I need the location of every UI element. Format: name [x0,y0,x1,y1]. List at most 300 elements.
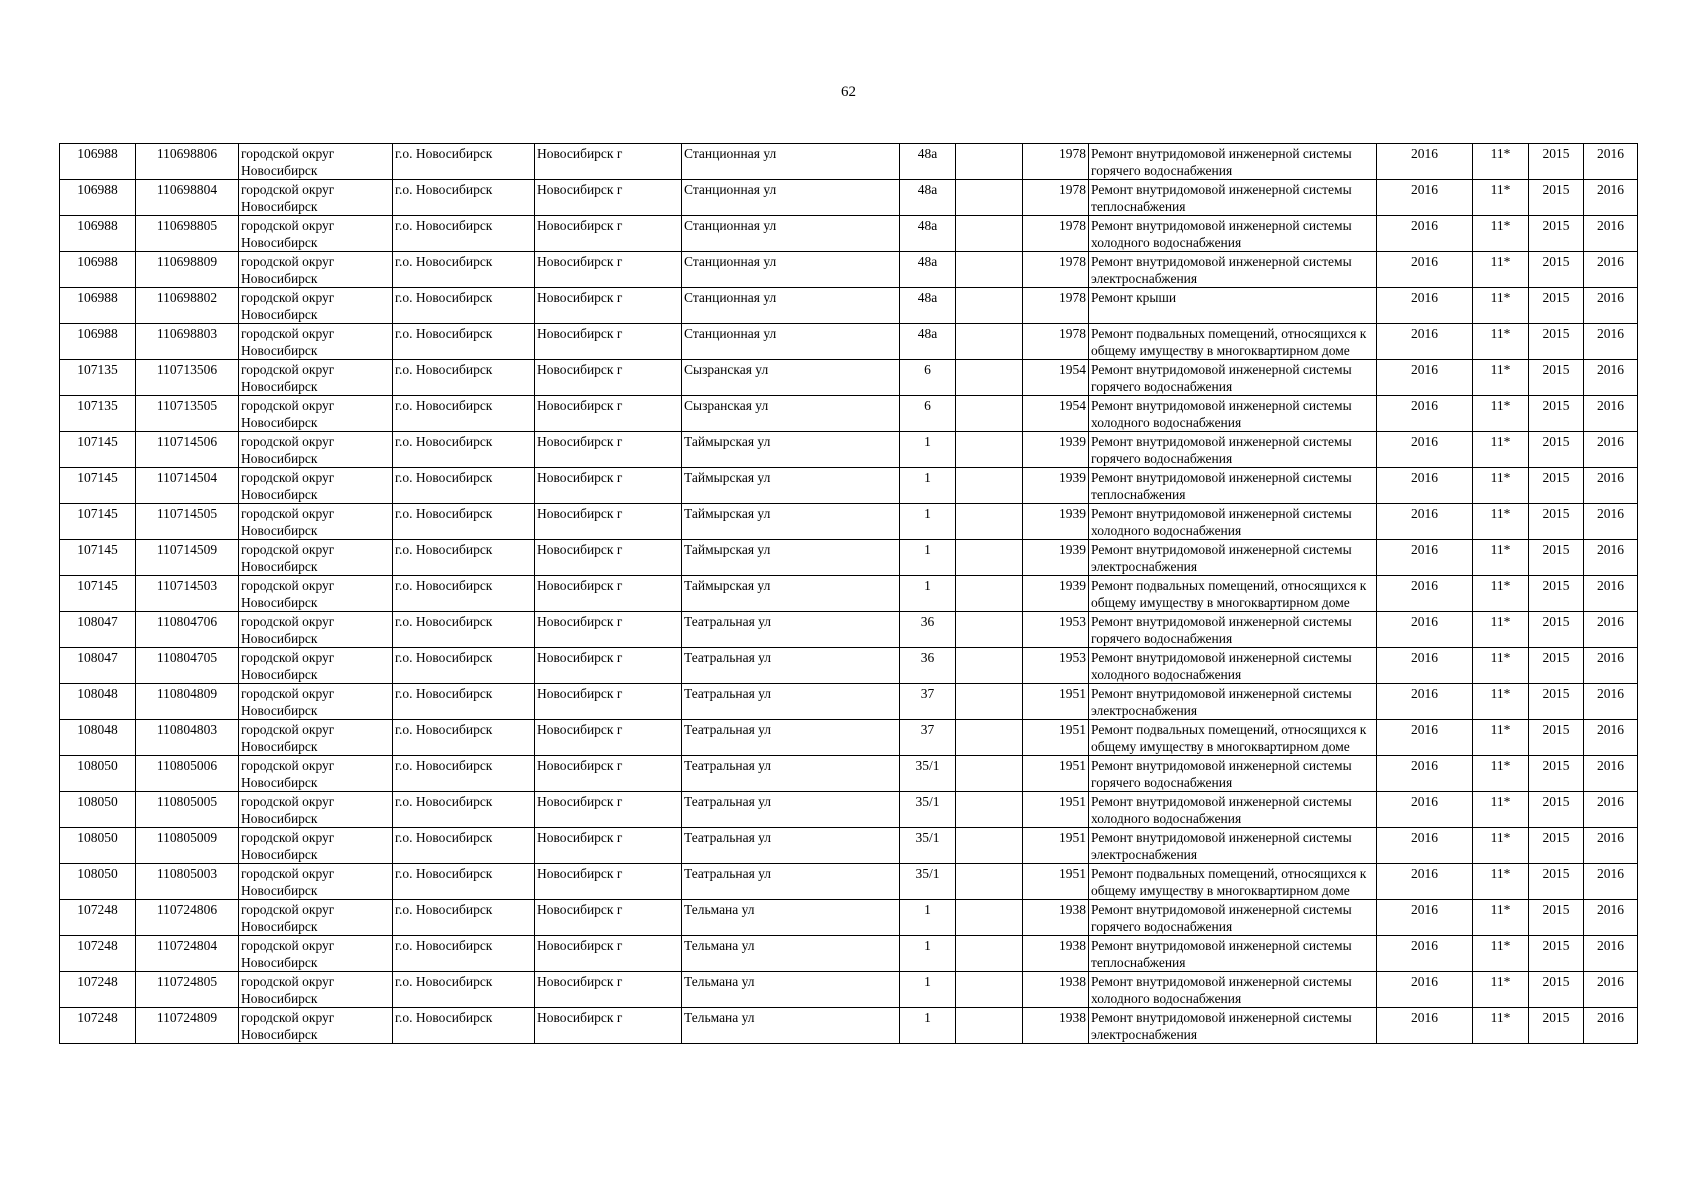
house-id-cell: 106988 [60,144,136,180]
house-id-cell: 108048 [60,720,136,756]
work-type-cell: Ремонт внутридомовой инженерной системы теплоснабжения [1089,468,1377,504]
street-cell: Тельмана ул [682,972,900,1008]
house-id-cell: 108047 [60,648,136,684]
house-number-cell: 36 [900,648,956,684]
page-number: 62 [841,84,856,100]
table-row [60,288,1638,324]
year-to-cell: 2016 [1584,972,1638,1008]
municipality-cell: городской округ Новосибирск [239,288,393,324]
work-type-cell: Ремонт внутридомовой инженерной системы теплоснабжения [1089,936,1377,972]
plan-year-cell: 2016 [1377,864,1473,900]
work-code-cell: 110714504 [136,468,239,504]
year-from-cell: 2015 [1529,972,1584,1008]
street-cell: Театральная ул [682,720,900,756]
period-cell: 11* [1473,792,1529,828]
year-from-cell: 2015 [1529,684,1584,720]
city-cell: Новосибирск г [535,324,682,360]
building-cell [956,864,1023,900]
work-code-cell: 110698806 [136,144,239,180]
year-built-cell: 1978 [1023,252,1089,288]
year-to-cell: 2016 [1584,864,1638,900]
house-number-cell: 1 [900,900,956,936]
city-cell: Новосибирск г [535,468,682,504]
house-number-cell: 1 [900,432,956,468]
city-cell: Новосибирск г [535,900,682,936]
work-code-cell: 110698803 [136,324,239,360]
house-number-cell: 1 [900,972,956,1008]
street-cell: Театральная ул [682,864,900,900]
work-code-cell: 110714506 [136,432,239,468]
year-to-cell: 2016 [1584,900,1638,936]
plan-year-cell: 2016 [1377,144,1473,180]
city-cell: Новосибирск г [535,612,682,648]
period-cell: 11* [1473,396,1529,432]
year-built-cell: 1978 [1023,180,1089,216]
municipality-cell: городской округ Новосибирск [239,540,393,576]
plan-year-cell: 2016 [1377,684,1473,720]
house-number-cell: 1 [900,936,956,972]
plan-year-cell: 2016 [1377,1008,1473,1044]
house-number-cell: 48а [900,252,956,288]
year-to-cell: 2016 [1584,540,1638,576]
house-id-cell: 107135 [60,396,136,432]
period-cell: 11* [1473,144,1529,180]
house-number-cell: 36 [900,612,956,648]
house-id-cell: 107135 [60,360,136,396]
work-code-cell: 110805009 [136,828,239,864]
plan-year-cell: 2016 [1377,180,1473,216]
year-from-cell: 2015 [1529,540,1584,576]
work-type-cell: Ремонт внутридомовой инженерной системы горячего водоснабжения [1089,900,1377,936]
municipality-cell: городской округ Новосибирск [239,1008,393,1044]
street-cell: Театральная ул [682,828,900,864]
building-cell [956,936,1023,972]
year-to-cell: 2016 [1584,756,1638,792]
municipality-cell: городской округ Новосибирск [239,432,393,468]
building-cell [956,1008,1023,1044]
plan-year-cell: 2016 [1377,756,1473,792]
settlement-cell: г.о. Новосибирск [393,1008,535,1044]
municipality-cell: городской округ Новосибирск [239,504,393,540]
plan-year-cell: 2016 [1377,396,1473,432]
year-from-cell: 2015 [1529,504,1584,540]
table-row [60,828,1638,864]
year-to-cell: 2016 [1584,180,1638,216]
settlement-cell: г.о. Новосибирск [393,936,535,972]
settlement-cell: г.о. Новосибирск [393,144,535,180]
street-cell: Сызранская ул [682,396,900,432]
street-cell: Тельмана ул [682,936,900,972]
table-row [60,360,1638,396]
work-type-cell: Ремонт внутридомовой инженерной системы электроснабжения [1089,252,1377,288]
plan-year-cell: 2016 [1377,468,1473,504]
work-code-cell: 110698805 [136,216,239,252]
building-cell [956,900,1023,936]
year-to-cell: 2016 [1584,576,1638,612]
settlement-cell: г.о. Новосибирск [393,684,535,720]
house-id-cell: 107145 [60,576,136,612]
year-built-cell: 1954 [1023,396,1089,432]
street-cell: Таймырская ул [682,504,900,540]
year-to-cell: 2016 [1584,360,1638,396]
municipality-cell: городской округ Новосибирск [239,612,393,648]
year-built-cell: 1978 [1023,324,1089,360]
work-type-cell: Ремонт подвальных помещений, относящихся к общему имуществу в многоквартирном доме [1089,324,1377,360]
house-id-cell: 107145 [60,432,136,468]
year-built-cell: 1939 [1023,432,1089,468]
settlement-cell: г.о. Новосибирск [393,324,535,360]
period-cell: 11* [1473,504,1529,540]
year-built-cell: 1951 [1023,684,1089,720]
house-number-cell: 35/1 [900,792,956,828]
year-to-cell: 2016 [1584,1008,1638,1044]
work-code-cell: 110724806 [136,900,239,936]
table-row [60,180,1638,216]
municipality-cell: городской округ Новосибирск [239,468,393,504]
city-cell: Новосибирск г [535,684,682,720]
work-type-cell: Ремонт внутридомовой инженерной системы холодного водоснабжения [1089,972,1377,1008]
work-type-cell: Ремонт внутридомовой инженерной системы электроснабжения [1089,1008,1377,1044]
period-cell: 11* [1473,936,1529,972]
plan-year-cell: 2016 [1377,288,1473,324]
work-code-cell: 110714509 [136,540,239,576]
work-type-cell: Ремонт внутридомовой инженерной системы холодного водоснабжения [1089,648,1377,684]
year-from-cell: 2015 [1529,396,1584,432]
table-row [60,864,1638,900]
house-number-cell: 48а [900,216,956,252]
plan-year-cell: 2016 [1377,792,1473,828]
settlement-cell: г.о. Новосибирск [393,504,535,540]
year-to-cell: 2016 [1584,288,1638,324]
work-type-cell: Ремонт внутридомовой инженерной системы теплоснабжения [1089,180,1377,216]
year-built-cell: 1939 [1023,504,1089,540]
year-built-cell: 1954 [1023,360,1089,396]
house-id-cell: 108050 [60,792,136,828]
work-type-cell: Ремонт внутридомовой инженерной системы горячего водоснабжения [1089,432,1377,468]
work-code-cell: 110724809 [136,1008,239,1044]
city-cell: Новосибирск г [535,648,682,684]
work-type-cell: Ремонт внутридомовой инженерной системы холодного водоснабжения [1089,504,1377,540]
street-cell: Таймырская ул [682,432,900,468]
city-cell: Новосибирск г [535,756,682,792]
municipality-cell: городской округ Новосибирск [239,648,393,684]
house-id-cell: 107248 [60,900,136,936]
capital-repair-table [59,143,1638,1044]
table-row [60,792,1638,828]
settlement-cell: г.о. Новосибирск [393,972,535,1008]
year-to-cell: 2016 [1584,144,1638,180]
work-code-cell: 110804705 [136,648,239,684]
building-cell [956,252,1023,288]
year-from-cell: 2015 [1529,1008,1584,1044]
year-to-cell: 2016 [1584,216,1638,252]
settlement-cell: г.о. Новосибирск [393,828,535,864]
table-row [60,504,1638,540]
city-cell: Новосибирск г [535,252,682,288]
building-cell [956,216,1023,252]
period-cell: 11* [1473,252,1529,288]
city-cell: Новосибирск г [535,792,682,828]
street-cell: Станционная ул [682,180,900,216]
city-cell: Новосибирск г [535,540,682,576]
settlement-cell: г.о. Новосибирск [393,432,535,468]
year-from-cell: 2015 [1529,144,1584,180]
house-id-cell: 108050 [60,828,136,864]
year-to-cell: 2016 [1584,720,1638,756]
table-row [60,396,1638,432]
municipality-cell: городской округ Новосибирск [239,252,393,288]
work-type-cell: Ремонт подвальных помещений, относящихся к общему имуществу в многоквартирном доме [1089,864,1377,900]
period-cell: 11* [1473,756,1529,792]
house-id-cell: 106988 [60,288,136,324]
house-number-cell: 37 [900,720,956,756]
municipality-cell: городской округ Новосибирск [239,360,393,396]
building-cell [956,504,1023,540]
house-number-cell: 35/1 [900,756,956,792]
period-cell: 11* [1473,432,1529,468]
municipality-cell: городской округ Новосибирск [239,180,393,216]
period-cell: 11* [1473,612,1529,648]
municipality-cell: городской округ Новосибирск [239,144,393,180]
settlement-cell: г.о. Новосибирск [393,360,535,396]
year-from-cell: 2015 [1529,180,1584,216]
year-built-cell: 1938 [1023,936,1089,972]
municipality-cell: городской округ Новосибирск [239,972,393,1008]
city-cell: Новосибирск г [535,936,682,972]
year-built-cell: 1953 [1023,648,1089,684]
house-id-cell: 107248 [60,1008,136,1044]
settlement-cell: г.о. Новосибирск [393,252,535,288]
house-number-cell: 6 [900,360,956,396]
year-built-cell: 1951 [1023,828,1089,864]
building-cell [956,792,1023,828]
settlement-cell: г.о. Новосибирск [393,396,535,432]
table-row [60,900,1638,936]
work-type-cell: Ремонт внутридомовой инженерной системы холодного водоснабжения [1089,396,1377,432]
work-code-cell: 110724805 [136,972,239,1008]
table-row [60,540,1638,576]
house-id-cell: 107145 [60,468,136,504]
year-built-cell: 1939 [1023,540,1089,576]
house-number-cell: 35/1 [900,828,956,864]
municipality-cell: городской округ Новосибирск [239,756,393,792]
table-row [60,468,1638,504]
settlement-cell: г.о. Новосибирск [393,612,535,648]
plan-year-cell: 2016 [1377,576,1473,612]
period-cell: 11* [1473,324,1529,360]
period-cell: 11* [1473,360,1529,396]
table-row [60,432,1638,468]
street-cell: Сызранская ул [682,360,900,396]
street-cell: Станционная ул [682,324,900,360]
work-code-cell: 110804706 [136,612,239,648]
period-cell: 11* [1473,288,1529,324]
city-cell: Новосибирск г [535,216,682,252]
house-id-cell: 107145 [60,504,136,540]
plan-year-cell: 2016 [1377,324,1473,360]
municipality-cell: городской округ Новосибирск [239,324,393,360]
city-cell: Новосибирск г [535,864,682,900]
settlement-cell: г.о. Новосибирск [393,540,535,576]
work-type-cell: Ремонт внутридомовой инженерной системы горячего водоснабжения [1089,360,1377,396]
settlement-cell: г.о. Новосибирск [393,756,535,792]
city-cell: Новосибирск г [535,396,682,432]
table-body [60,144,1638,1044]
city-cell: Новосибирск г [535,576,682,612]
city-cell: Новосибирск г [535,504,682,540]
work-code-cell: 110805003 [136,864,239,900]
year-from-cell: 2015 [1529,360,1584,396]
year-to-cell: 2016 [1584,612,1638,648]
street-cell: Театральная ул [682,612,900,648]
year-from-cell: 2015 [1529,936,1584,972]
house-number-cell: 1 [900,540,956,576]
building-cell [956,540,1023,576]
year-to-cell: 2016 [1584,504,1638,540]
house-id-cell: 107248 [60,972,136,1008]
street-cell: Таймырская ул [682,540,900,576]
street-cell: Станционная ул [682,288,900,324]
building-cell [956,324,1023,360]
plan-year-cell: 2016 [1377,360,1473,396]
year-to-cell: 2016 [1584,684,1638,720]
table-row [60,972,1638,1008]
year-from-cell: 2015 [1529,576,1584,612]
building-cell [956,648,1023,684]
plan-year-cell: 2016 [1377,936,1473,972]
period-cell: 11* [1473,828,1529,864]
year-built-cell: 1938 [1023,900,1089,936]
municipality-cell: городской округ Новосибирск [239,396,393,432]
city-cell: Новосибирск г [535,432,682,468]
work-type-cell: Ремонт внутридомовой инженерной системы электроснабжения [1089,828,1377,864]
settlement-cell: г.о. Новосибирск [393,864,535,900]
street-cell: Тельмана ул [682,900,900,936]
municipality-cell: городской округ Новосибирск [239,792,393,828]
settlement-cell: г.о. Новосибирск [393,576,535,612]
work-type-cell: Ремонт внутридомовой инженерной системы горячего водоснабжения [1089,144,1377,180]
work-type-cell: Ремонт подвальных помещений, относящихся к общему имуществу в многоквартирном доме [1089,576,1377,612]
period-cell: 11* [1473,684,1529,720]
year-built-cell: 1978 [1023,216,1089,252]
municipality-cell: городской округ Новосибирск [239,684,393,720]
work-code-cell: 110804809 [136,684,239,720]
city-cell: Новосибирск г [535,144,682,180]
street-cell: Театральная ул [682,792,900,828]
year-to-cell: 2016 [1584,828,1638,864]
year-to-cell: 2016 [1584,432,1638,468]
year-from-cell: 2015 [1529,900,1584,936]
house-number-cell: 35/1 [900,864,956,900]
plan-year-cell: 2016 [1377,972,1473,1008]
building-cell [956,180,1023,216]
plan-year-cell: 2016 [1377,900,1473,936]
work-code-cell: 110805006 [136,756,239,792]
city-cell: Новосибирск г [535,180,682,216]
period-cell: 11* [1473,972,1529,1008]
municipality-cell: городской округ Новосибирск [239,936,393,972]
year-built-cell: 1939 [1023,468,1089,504]
work-type-cell: Ремонт внутридомовой инженерной системы электроснабжения [1089,684,1377,720]
building-cell [956,396,1023,432]
street-cell: Театральная ул [682,648,900,684]
year-from-cell: 2015 [1529,612,1584,648]
house-id-cell: 108047 [60,612,136,648]
year-from-cell: 2015 [1529,648,1584,684]
settlement-cell: г.о. Новосибирск [393,216,535,252]
street-cell: Театральная ул [682,756,900,792]
building-cell [956,360,1023,396]
year-to-cell: 2016 [1584,468,1638,504]
year-built-cell: 1938 [1023,972,1089,1008]
year-from-cell: 2015 [1529,792,1584,828]
work-code-cell: 110804803 [136,720,239,756]
period-cell: 11* [1473,900,1529,936]
year-built-cell: 1978 [1023,288,1089,324]
building-cell [956,612,1023,648]
year-from-cell: 2015 [1529,252,1584,288]
building-cell [956,684,1023,720]
building-cell [956,288,1023,324]
work-code-cell: 110713506 [136,360,239,396]
municipality-cell: городской округ Новосибирск [239,576,393,612]
table-row [60,252,1638,288]
street-cell: Станционная ул [682,144,900,180]
street-cell: Станционная ул [682,216,900,252]
table-row [60,720,1638,756]
city-cell: Новосибирск г [535,1008,682,1044]
table-row [60,216,1638,252]
building-cell [956,972,1023,1008]
period-cell: 11* [1473,216,1529,252]
year-from-cell: 2015 [1529,828,1584,864]
year-from-cell: 2015 [1529,756,1584,792]
street-cell: Таймырская ул [682,468,900,504]
plan-year-cell: 2016 [1377,648,1473,684]
work-type-cell: Ремонт внутридомовой инженерной системы электроснабжения [1089,540,1377,576]
year-built-cell: 1951 [1023,756,1089,792]
house-number-cell: 48а [900,180,956,216]
house-id-cell: 108048 [60,684,136,720]
work-code-cell: 110714505 [136,504,239,540]
plan-year-cell: 2016 [1377,720,1473,756]
year-built-cell: 1953 [1023,612,1089,648]
work-code-cell: 110713505 [136,396,239,432]
period-cell: 11* [1473,648,1529,684]
municipality-cell: городской округ Новосибирск [239,864,393,900]
table-row [60,1008,1638,1044]
house-id-cell: 106988 [60,324,136,360]
period-cell: 11* [1473,864,1529,900]
house-id-cell: 107145 [60,540,136,576]
building-cell [956,144,1023,180]
work-code-cell: 110698809 [136,252,239,288]
year-to-cell: 2016 [1584,324,1638,360]
year-built-cell: 1939 [1023,576,1089,612]
table-row [60,648,1638,684]
year-to-cell: 2016 [1584,648,1638,684]
work-code-cell: 110805005 [136,792,239,828]
building-cell [956,576,1023,612]
work-type-cell: Ремонт внутридомовой инженерной системы горячего водоснабжения [1089,756,1377,792]
plan-year-cell: 2016 [1377,828,1473,864]
settlement-cell: г.о. Новосибирск [393,792,535,828]
municipality-cell: городской округ Новосибирск [239,216,393,252]
plan-year-cell: 2016 [1377,540,1473,576]
plan-year-cell: 2016 [1377,252,1473,288]
city-cell: Новосибирск г [535,828,682,864]
settlement-cell: г.о. Новосибирск [393,720,535,756]
